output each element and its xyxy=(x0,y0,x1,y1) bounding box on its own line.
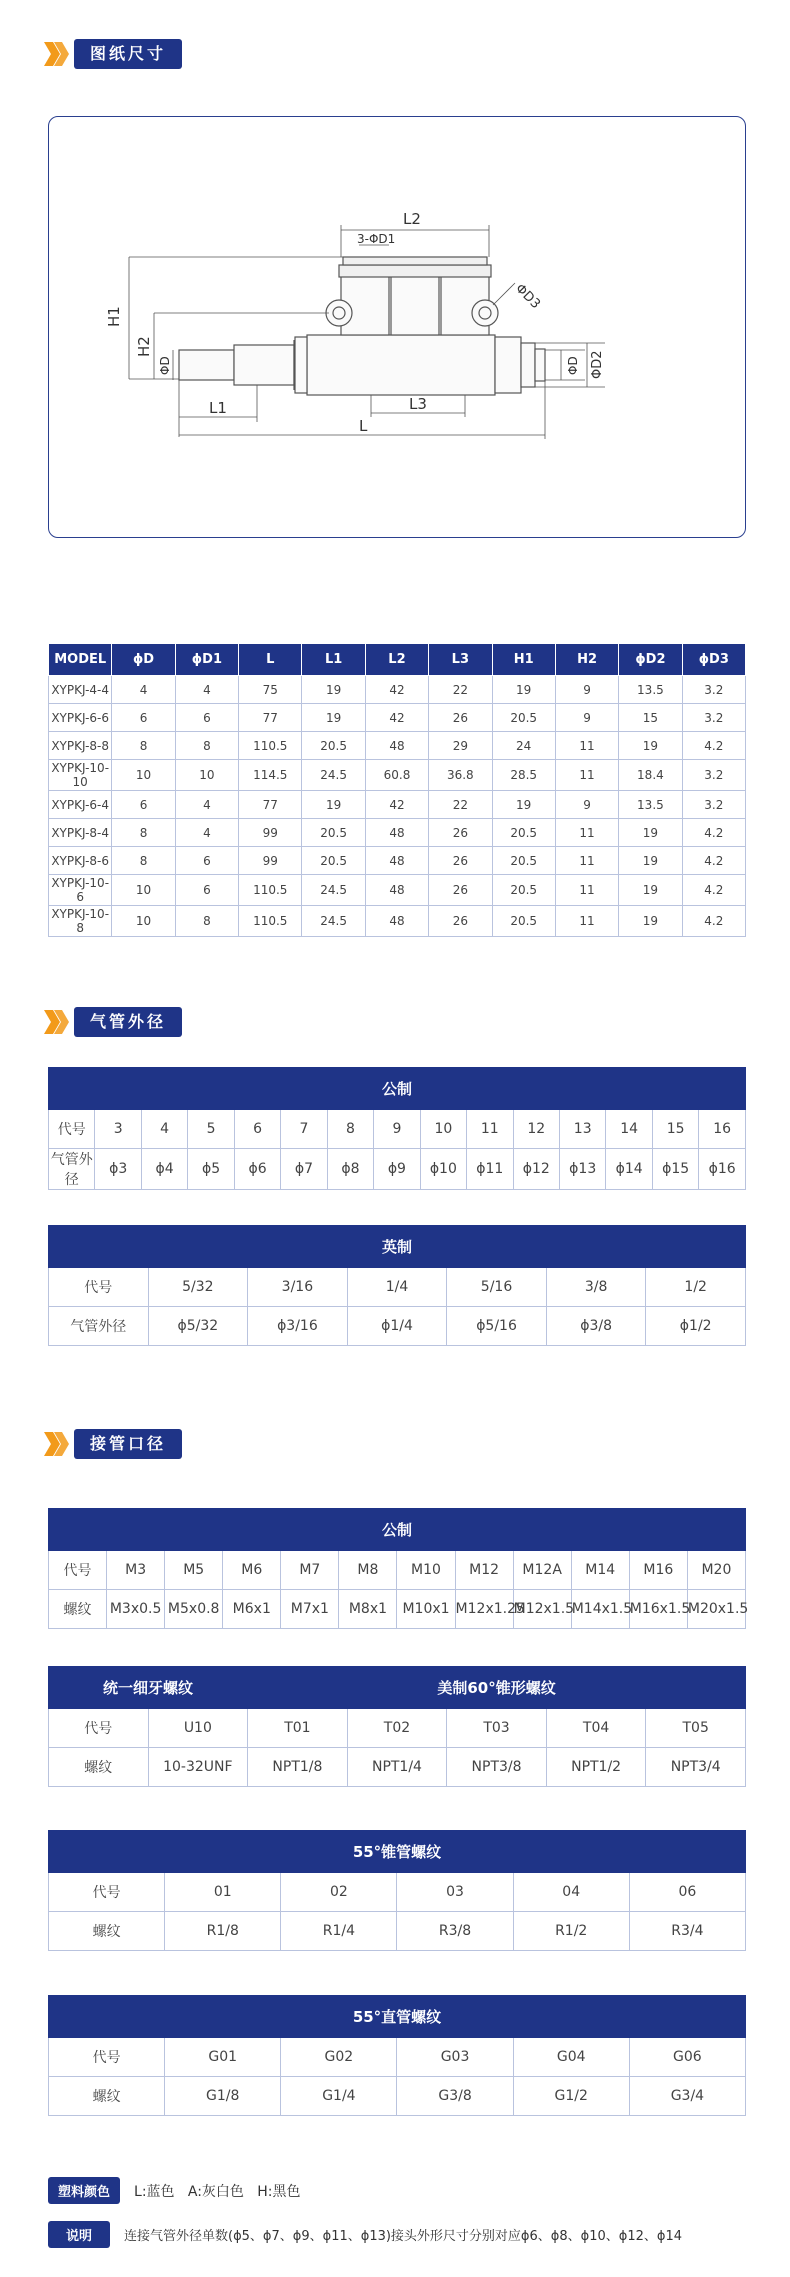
table-cell: 4 xyxy=(175,819,238,847)
code-cell: 6 xyxy=(234,1110,280,1149)
table-cell: 8 xyxy=(175,732,238,760)
table-title-left: 统一细牙螺纹 xyxy=(49,1667,248,1709)
code-cell: 11 xyxy=(467,1110,513,1149)
table-cell: 19 xyxy=(619,847,682,875)
table-title: 英制 xyxy=(49,1226,746,1268)
code-cell: 1/4 xyxy=(347,1268,447,1307)
value-cell: ϕ7 xyxy=(281,1149,327,1190)
table-cell: 19 xyxy=(619,875,682,906)
section-title: 接管口径 xyxy=(74,1429,182,1459)
table-cell: 26 xyxy=(429,875,492,906)
value-cell: ϕ12 xyxy=(513,1149,559,1190)
code-cell: 5 xyxy=(188,1110,234,1149)
code-cell: 03 xyxy=(397,1873,513,1912)
value-cell: ϕ3/8 xyxy=(546,1307,646,1346)
dim-label-L3: L3 xyxy=(409,395,427,413)
table-cell: 99 xyxy=(239,847,302,875)
table-cell: 19 xyxy=(619,819,682,847)
code-cell: M8 xyxy=(339,1551,397,1590)
section-title: 气管外径 xyxy=(74,1007,182,1037)
code-cell: 7 xyxy=(281,1110,327,1149)
code-cell: 15 xyxy=(652,1110,698,1149)
section-title: 图纸尺寸 xyxy=(74,39,182,69)
note-tag: 说明 xyxy=(48,2221,110,2248)
code-cell: 3/16 xyxy=(248,1268,348,1307)
table-cell: 11 xyxy=(555,847,618,875)
inch-tube-table xyxy=(48,1225,746,1346)
chevron-arrow-icon xyxy=(44,1010,70,1034)
table-cell: 11 xyxy=(555,875,618,906)
metric-tube-table xyxy=(48,1067,746,1190)
row-label: 代号 xyxy=(49,2038,165,2077)
table-cell: 6 xyxy=(112,704,175,732)
table-cell: 11 xyxy=(555,732,618,760)
table-cell: 75 xyxy=(239,676,302,704)
dim-label-L: L xyxy=(359,417,368,435)
value-cell: ϕ8 xyxy=(327,1149,373,1190)
table-cell: 114.5 xyxy=(239,760,302,791)
table-cell: 6 xyxy=(175,875,238,906)
table-cell: 29 xyxy=(429,732,492,760)
table-cell: 4.2 xyxy=(682,906,745,937)
row-label: 螺纹 xyxy=(49,1590,107,1629)
code-cell: 1/2 xyxy=(646,1268,746,1307)
code-cell: M16 xyxy=(629,1551,687,1590)
section-heading-tube xyxy=(44,1005,182,1039)
table-cell: 48 xyxy=(365,732,428,760)
color-text: L:蓝色 A:灰白色 H:黑色 xyxy=(134,2183,301,2200)
table-cell: 22 xyxy=(429,791,492,819)
row-label: 代号 xyxy=(49,1709,149,1748)
code-cell: T01 xyxy=(248,1709,348,1748)
table-cell: 36.8 xyxy=(429,760,492,791)
code-cell: M12 xyxy=(455,1551,513,1590)
taper-thread-table xyxy=(48,1830,746,1951)
value-cell: G3/8 xyxy=(397,2077,513,2116)
code-cell: M7 xyxy=(281,1551,339,1590)
table-cell: 110.5 xyxy=(239,906,302,937)
table-cell: 4.2 xyxy=(682,847,745,875)
table-row xyxy=(49,819,746,847)
row-label: 螺纹 xyxy=(49,1912,165,1951)
value-cell: ϕ3/16 xyxy=(248,1307,348,1346)
table-cell: 26 xyxy=(429,906,492,937)
row-label: 代号 xyxy=(49,1268,149,1307)
table-cell: 48 xyxy=(365,875,428,906)
table-cell: 15 xyxy=(619,704,682,732)
code-cell: M6 xyxy=(223,1551,281,1590)
table-cell: 11 xyxy=(555,760,618,791)
table-cell: XYPKJ-10-6 xyxy=(49,875,112,906)
column-header: L xyxy=(239,644,302,676)
code-cell: 02 xyxy=(281,1873,397,1912)
table-cell: XYPKJ-6-4 xyxy=(49,791,112,819)
value-cell: 10-32UNF xyxy=(148,1748,248,1787)
column-header: ϕD1 xyxy=(175,644,238,676)
code-cell: G04 xyxy=(513,2038,629,2077)
table-cell: 19 xyxy=(302,704,365,732)
table-row xyxy=(49,676,746,704)
dim-label-H1: H1 xyxy=(105,306,123,327)
note-text: 连接气管外径单数(ϕ5、ϕ7、ϕ9、ϕ11、ϕ13)接头外形尺寸分别对应ϕ6、ϕ8、ϕ10、ϕ12、ϕ14 xyxy=(124,2229,682,2244)
code-cell: T03 xyxy=(447,1709,547,1748)
value-cell: ϕ11 xyxy=(467,1149,513,1190)
table-cell: 24.5 xyxy=(302,875,365,906)
table-cell: 4 xyxy=(175,676,238,704)
table-cell: 20.5 xyxy=(492,875,555,906)
table-cell: 77 xyxy=(239,704,302,732)
code-cell: 4 xyxy=(141,1110,187,1149)
code-cell: T04 xyxy=(546,1709,646,1748)
table-row xyxy=(49,847,746,875)
table-title: 55°锥管螺纹 xyxy=(49,1831,746,1873)
row-label: 代号 xyxy=(49,1873,165,1912)
table-cell: 24.5 xyxy=(302,760,365,791)
dimension-table xyxy=(48,643,746,937)
table-cell: 77 xyxy=(239,791,302,819)
row-label: 螺纹 xyxy=(49,1748,149,1787)
column-header: MODEL xyxy=(49,644,112,676)
table-cell: 20.5 xyxy=(302,732,365,760)
table-cell: 26 xyxy=(429,704,492,732)
table-cell: 26 xyxy=(429,819,492,847)
value-cell: M7x1 xyxy=(281,1590,339,1629)
table-cell: XYPKJ-8-8 xyxy=(49,732,112,760)
value-cell: M12x1.25 xyxy=(455,1590,513,1629)
column-header: H2 xyxy=(555,644,618,676)
table-cell: 60.8 xyxy=(365,760,428,791)
code-cell: M12A xyxy=(513,1551,571,1590)
dim-label-D3: ΦD3 xyxy=(512,281,543,312)
value-cell: ϕ1/4 xyxy=(347,1307,447,1346)
value-cell: M12x1.5 xyxy=(513,1590,571,1629)
table-cell: 24.5 xyxy=(302,906,365,937)
column-header: ϕD2 xyxy=(619,644,682,676)
table-cell: 42 xyxy=(365,704,428,732)
table-cell: 8 xyxy=(175,906,238,937)
table-title: 公制 xyxy=(49,1068,746,1110)
table-cell: 26 xyxy=(429,847,492,875)
column-header: H1 xyxy=(492,644,555,676)
table-cell: 4.2 xyxy=(682,875,745,906)
code-cell: 9 xyxy=(374,1110,420,1149)
row-label: 气管外径 xyxy=(49,1149,95,1190)
code-cell: 12 xyxy=(513,1110,559,1149)
table-cell: 24 xyxy=(492,732,555,760)
table-cell: XYPKJ-6-6 xyxy=(49,704,112,732)
table-title: 55°直管螺纹 xyxy=(49,1996,746,2038)
table-title-right: 美制60°锥形螺纹 xyxy=(248,1667,746,1709)
table-cell: 48 xyxy=(365,819,428,847)
table-cell: 6 xyxy=(175,847,238,875)
table-cell: 110.5 xyxy=(239,875,302,906)
value-cell: ϕ1/2 xyxy=(646,1307,746,1346)
table-cell: 22 xyxy=(429,676,492,704)
value-cell: G1/2 xyxy=(513,2077,629,2116)
value-cell: M16x1.5 xyxy=(629,1590,687,1629)
value-cell: NPT3/4 xyxy=(646,1748,746,1787)
code-cell: M10 xyxy=(397,1551,455,1590)
code-cell: 16 xyxy=(699,1110,746,1149)
code-cell: 5/16 xyxy=(447,1268,547,1307)
table-row xyxy=(49,732,746,760)
code-cell: 04 xyxy=(513,1873,629,1912)
value-cell: ϕ16 xyxy=(699,1149,746,1190)
table-cell: 19 xyxy=(492,791,555,819)
code-cell: 13 xyxy=(559,1110,605,1149)
table-cell: 4.2 xyxy=(682,819,745,847)
column-header: L1 xyxy=(302,644,365,676)
value-cell: NPT1/4 xyxy=(347,1748,447,1787)
table-cell: 13.5 xyxy=(619,791,682,819)
table-cell: 8 xyxy=(112,819,175,847)
value-cell: G3/4 xyxy=(629,2077,745,2116)
code-cell: T05 xyxy=(646,1709,746,1748)
code-cell: 01 xyxy=(165,1873,281,1912)
value-cell: ϕ14 xyxy=(606,1149,652,1190)
value-cell: R3/4 xyxy=(629,1912,745,1951)
code-cell: G06 xyxy=(629,2038,745,2077)
table-row xyxy=(49,760,746,791)
row-label: 代号 xyxy=(49,1551,107,1590)
table-cell: 6 xyxy=(175,704,238,732)
value-cell: M10x1 xyxy=(397,1590,455,1629)
table-row xyxy=(49,704,746,732)
table-row xyxy=(49,875,746,906)
table-cell: 110.5 xyxy=(239,732,302,760)
table-row xyxy=(49,906,746,937)
table-cell: 48 xyxy=(365,847,428,875)
table-cell: 18.4 xyxy=(619,760,682,791)
table-cell: 42 xyxy=(365,676,428,704)
table-cell: 10 xyxy=(112,906,175,937)
value-cell: M20x1.5 xyxy=(687,1590,745,1629)
code-cell: G01 xyxy=(165,2038,281,2077)
table-cell: 20.5 xyxy=(302,847,365,875)
table-cell: 20.5 xyxy=(492,704,555,732)
column-header: ϕD3 xyxy=(682,644,745,676)
table-cell: 3.2 xyxy=(682,676,745,704)
value-cell: M3x0.5 xyxy=(107,1590,165,1629)
table-cell: 20.5 xyxy=(492,819,555,847)
value-cell: M14x1.5 xyxy=(571,1590,629,1629)
code-cell: 3 xyxy=(95,1110,141,1149)
value-cell: M5x0.8 xyxy=(165,1590,223,1629)
value-cell: R1/8 xyxy=(165,1912,281,1951)
table-cell: 3.2 xyxy=(682,704,745,732)
dim-label-D: ΦD xyxy=(158,356,172,375)
table-cell: 99 xyxy=(239,819,302,847)
value-cell: M6x1 xyxy=(223,1590,281,1629)
table-cell: 4 xyxy=(112,676,175,704)
code-cell: G02 xyxy=(281,2038,397,2077)
table-title: 公制 xyxy=(49,1509,746,1551)
column-header: L2 xyxy=(365,644,428,676)
value-cell: ϕ5 xyxy=(188,1149,234,1190)
table-cell: 9 xyxy=(555,791,618,819)
value-cell: ϕ13 xyxy=(559,1149,605,1190)
value-cell: G1/8 xyxy=(165,2077,281,2116)
section-heading-drawing xyxy=(44,37,182,71)
technical-drawing xyxy=(48,116,746,538)
table-cell: 4 xyxy=(175,791,238,819)
table-cell: 11 xyxy=(555,906,618,937)
table-cell: 10 xyxy=(112,760,175,791)
plastic-color-legend xyxy=(48,2177,301,2204)
table-cell: 42 xyxy=(365,791,428,819)
value-cell: R1/4 xyxy=(281,1912,397,1951)
unf-npt-thread-table xyxy=(48,1666,746,1787)
code-cell: M5 xyxy=(165,1551,223,1590)
metric-thread-table xyxy=(48,1508,749,1629)
dim-label-H2: H2 xyxy=(135,336,153,357)
table-cell: 4.2 xyxy=(682,732,745,760)
chevron-arrow-icon xyxy=(44,1432,70,1456)
note-legend xyxy=(48,2221,682,2248)
table-cell: 20.5 xyxy=(492,847,555,875)
table-cell: 9 xyxy=(555,676,618,704)
table-cell: 10 xyxy=(112,875,175,906)
color-tag: 塑料颜色 xyxy=(48,2177,120,2204)
table-row xyxy=(49,791,746,819)
table-cell: 3.2 xyxy=(682,760,745,791)
row-label: 螺纹 xyxy=(49,2077,165,2116)
table-cell: 11 xyxy=(555,819,618,847)
value-cell: ϕ3 xyxy=(95,1149,141,1190)
value-cell: R1/2 xyxy=(513,1912,629,1951)
table-cell: XYPKJ-8-6 xyxy=(49,847,112,875)
table-cell: 6 xyxy=(112,791,175,819)
table-cell: 13.5 xyxy=(619,676,682,704)
value-cell: ϕ5/32 xyxy=(148,1307,248,1346)
dim-label-D2: ΦD2 xyxy=(590,350,605,379)
table-cell: 10 xyxy=(175,760,238,791)
table-cell: XYPKJ-4-4 xyxy=(49,676,112,704)
value-cell: NPT1/8 xyxy=(248,1748,348,1787)
code-cell: 8 xyxy=(327,1110,373,1149)
code-cell: 06 xyxy=(629,1873,745,1912)
table-cell: XYPKJ-10-8 xyxy=(49,906,112,937)
table-cell: 48 xyxy=(365,906,428,937)
table-cell: 19 xyxy=(619,732,682,760)
code-cell: 14 xyxy=(606,1110,652,1149)
value-cell: NPT3/8 xyxy=(447,1748,547,1787)
value-cell: ϕ5/16 xyxy=(447,1307,547,1346)
value-cell: ϕ15 xyxy=(652,1149,698,1190)
code-cell: 3/8 xyxy=(546,1268,646,1307)
straight-thread-table xyxy=(48,1995,746,2116)
value-cell: M8x1 xyxy=(339,1590,397,1629)
table-cell: 19 xyxy=(619,906,682,937)
value-cell: ϕ10 xyxy=(420,1149,466,1190)
code-cell: M20 xyxy=(687,1551,745,1590)
value-cell: R3/8 xyxy=(397,1912,513,1951)
table-cell: 28.5 xyxy=(492,760,555,791)
table-cell: 3.2 xyxy=(682,791,745,819)
table-cell: 20.5 xyxy=(492,906,555,937)
dim-label-D1: 3-ΦD1 xyxy=(357,232,396,246)
column-header: ϕD xyxy=(112,644,175,676)
code-cell: M3 xyxy=(107,1551,165,1590)
code-cell: 5/32 xyxy=(148,1268,248,1307)
table-cell: 19 xyxy=(302,676,365,704)
dim-label-L2: L2 xyxy=(403,210,421,228)
dim-label-D-right: ΦD xyxy=(566,356,580,375)
row-label: 气管外径 xyxy=(49,1307,149,1346)
table-cell: 8 xyxy=(112,847,175,875)
value-cell: ϕ4 xyxy=(141,1149,187,1190)
column-header: L3 xyxy=(429,644,492,676)
code-cell: M14 xyxy=(571,1551,629,1590)
table-cell: 19 xyxy=(302,791,365,819)
code-cell: G03 xyxy=(397,2038,513,2077)
code-cell: T02 xyxy=(347,1709,447,1748)
table-cell: XYPKJ-10-10 xyxy=(49,760,112,791)
table-cell: 8 xyxy=(112,732,175,760)
table-cell: XYPKJ-8-4 xyxy=(49,819,112,847)
value-cell: ϕ9 xyxy=(374,1149,420,1190)
row-label: 代号 xyxy=(49,1110,95,1149)
table-cell: 19 xyxy=(492,676,555,704)
chevron-arrow-icon xyxy=(44,42,70,66)
code-cell: U10 xyxy=(148,1709,248,1748)
table-cell: 9 xyxy=(555,704,618,732)
section-heading-thread xyxy=(44,1427,182,1461)
value-cell: ϕ6 xyxy=(234,1149,280,1190)
table-cell: 20.5 xyxy=(302,819,365,847)
value-cell: NPT1/2 xyxy=(546,1748,646,1787)
code-cell: 10 xyxy=(420,1110,466,1149)
value-cell: G1/4 xyxy=(281,2077,397,2116)
dim-label-L1: L1 xyxy=(209,399,227,417)
